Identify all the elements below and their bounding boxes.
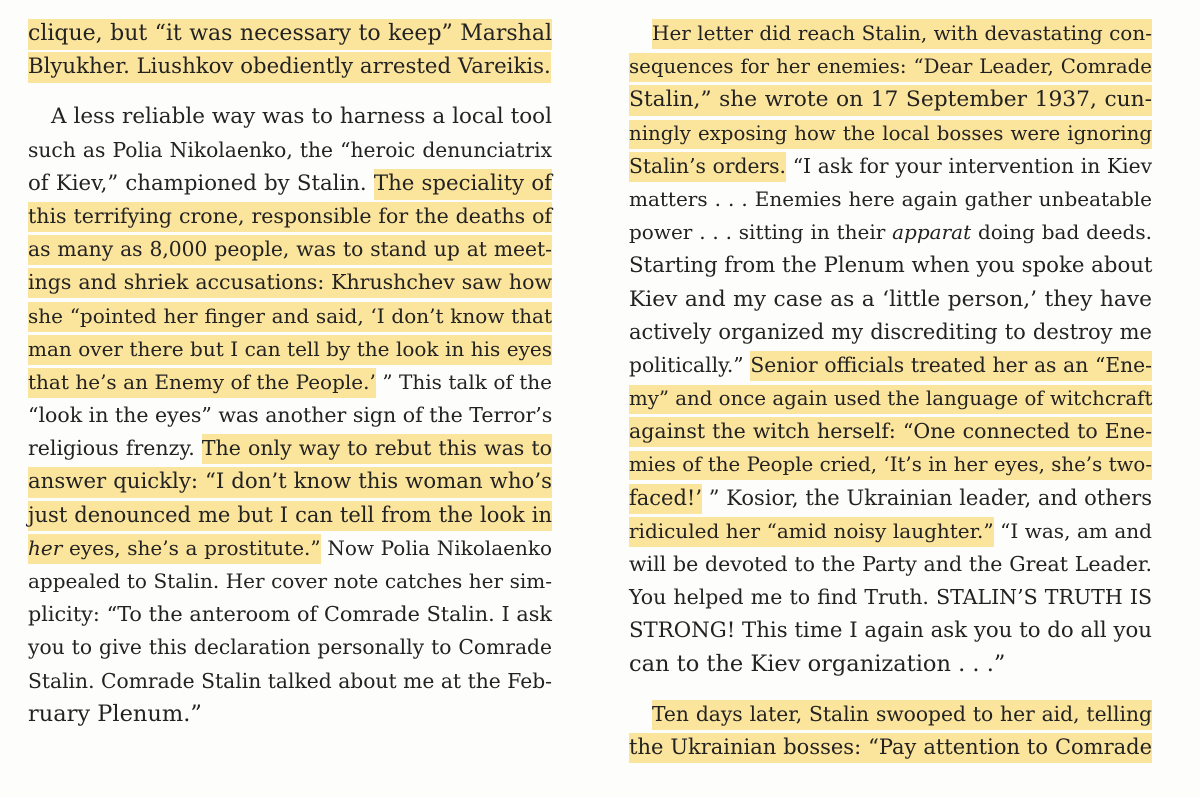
- text-line: [28, 465, 552, 498]
- text-line: faced!’ ” Kosior, the Ukrainian leader, and others: [629, 482, 1152, 515]
- highlight: Stalin’s orders.: [629, 152, 786, 182]
- highlight: sequences for her enemies: “Dear Leader, Comrade: [629, 53, 1152, 82]
- highlight: clique, but “it was necessary to keep” Marshal: [28, 19, 552, 50]
- highlight: just denounced me but I can tell from the look in: [28, 501, 552, 531]
- highlight: answer quickly: “I don’t know this woman who’s: [28, 467, 552, 498]
- paragraph: [28, 100, 552, 731]
- text-line: ruary Plenum.”: [28, 700, 202, 727]
- highlight: that he’s an Enemy of the People.’: [28, 368, 376, 398]
- text-line: [629, 698, 1152, 731]
- highlight: Ten days later, Stalin swooped to her aid, telling: [652, 700, 1152, 730]
- highlight: this terrifying crone, responsible for the deaths of: [28, 202, 552, 232]
- highlight: faced!’: [629, 484, 702, 514]
- highlight: mies of the People cried, ‘It’s in her eyes, she’s two-: [629, 451, 1152, 480]
- text-line: [629, 415, 1152, 448]
- text-line: power . . . sitting in their apparat doing bad deeds.: [629, 220, 1152, 245]
- highlight: Senior officials treated her as an “Ene-: [750, 351, 1152, 381]
- text-line: you to give this declaration personally to Comrade: [28, 635, 552, 660]
- highlight: the Ukrainian bosses: “Pay attention to Comrade: [629, 733, 1152, 763]
- text-line: plicity: “To the anteroom of Comrade Stalin. I ask: [28, 602, 552, 627]
- highlight: ningly exposing how the local bosses were ignoring: [629, 120, 1152, 149]
- text-line: [629, 83, 1152, 116]
- paragraph: [28, 17, 552, 83]
- text-line: will be devoted to the Party and the Great Leader.: [629, 552, 1152, 576]
- text-line: [629, 17, 1152, 50]
- text-line: [629, 448, 1152, 481]
- text-line: [629, 382, 1152, 415]
- highlight: ings and shriek accusations: Khrushchev saw how: [28, 268, 552, 298]
- text-line: her eyes, she’s a prostitute.” Now Polia Nikolaenko: [28, 532, 552, 565]
- text-line: of Kiev,” championed by Stalin. The speciality of: [28, 167, 552, 200]
- text-line: can to the Kiev organization . . .”: [629, 650, 1006, 677]
- highlight: Stalin,” she wrote on 17 September 1937, cun-: [629, 85, 1152, 116]
- text-line: Kiev and my case as a ‘little person,’ they have: [629, 286, 1152, 312]
- text-line: ridiculed her “amid noisy laughter.” “I was, am and: [629, 515, 1152, 548]
- text-line: [629, 731, 1152, 764]
- text-line: [629, 117, 1152, 150]
- text-line: such as Polia Nikolaenko, the “heroic denunciatrix: [28, 137, 552, 162]
- text-line: [629, 50, 1152, 83]
- text-line: [28, 50, 552, 83]
- text-line: Stalin’s orders. “I ask for your intervention in Kiev: [629, 150, 1152, 183]
- text-line: [28, 266, 552, 299]
- text-line: Stalin. Comrade Stalin talked about me at the Feb-: [28, 668, 552, 693]
- text-line: [28, 200, 552, 233]
- left-column: [28, 17, 552, 731]
- text-line: religious frenzy. The only way to rebut this was to: [28, 432, 552, 465]
- right-column: [629, 17, 1152, 764]
- highlight: against the witch herself: “One connected to Ene-: [629, 417, 1152, 447]
- text-line: “look in the eyes” was another sign of the Terror’s: [28, 403, 553, 428]
- highlight: The only way to rebut this was to: [202, 434, 552, 464]
- text-line: matters . . . Enemies here again gather unbeatable: [629, 186, 1152, 211]
- text-line: politically.” Senior officials treated her as an “Ene-: [629, 349, 1152, 382]
- text-line: [28, 333, 552, 366]
- text-line: appealed to Stalin. Her cover note catches her sim-: [28, 569, 552, 593]
- text-line: STRONG! This time I again ask you to do all you: [629, 618, 1152, 644]
- highlight: her eyes, she’s a prostitute.”: [28, 534, 321, 564]
- text-line: [28, 17, 552, 50]
- text-line: actively organized my discrediting to destroy me: [629, 319, 1152, 344]
- highlight: Blyukher. Liushkov obediently arrested Vareikis.: [28, 52, 551, 83]
- highlight: she “pointed her finger and said, ‘I don’t know that: [28, 302, 552, 332]
- text-line: [28, 300, 552, 333]
- highlight: man over there but I can tell by the look in his eyes: [28, 335, 552, 365]
- text-line: [28, 233, 552, 266]
- text-line: that he’s an Enemy of the People.’ ” This talk of the: [28, 366, 552, 399]
- highlight: my” and once again used the language of witchcraft: [629, 385, 1152, 414]
- text-line: You helped me to find Truth. STALIN’S TRUTH IS: [629, 585, 1152, 610]
- text-line: A less reliable way was to harness a local tool: [51, 104, 552, 130]
- highlight: as many as 8,000 people, was to stand up at meet-: [28, 235, 552, 265]
- highlight: Her letter did reach Stalin, with devastating con-: [652, 19, 1152, 49]
- text-line: [28, 499, 552, 532]
- highlight: The speciality of: [374, 169, 552, 200]
- text-line: Starting from the Plenum when you spoke about: [629, 253, 1153, 279]
- paragraph: [629, 698, 1152, 764]
- paragraph: [629, 17, 1152, 681]
- highlight: ridiculed her “amid noisy laughter.”: [629, 517, 994, 547]
